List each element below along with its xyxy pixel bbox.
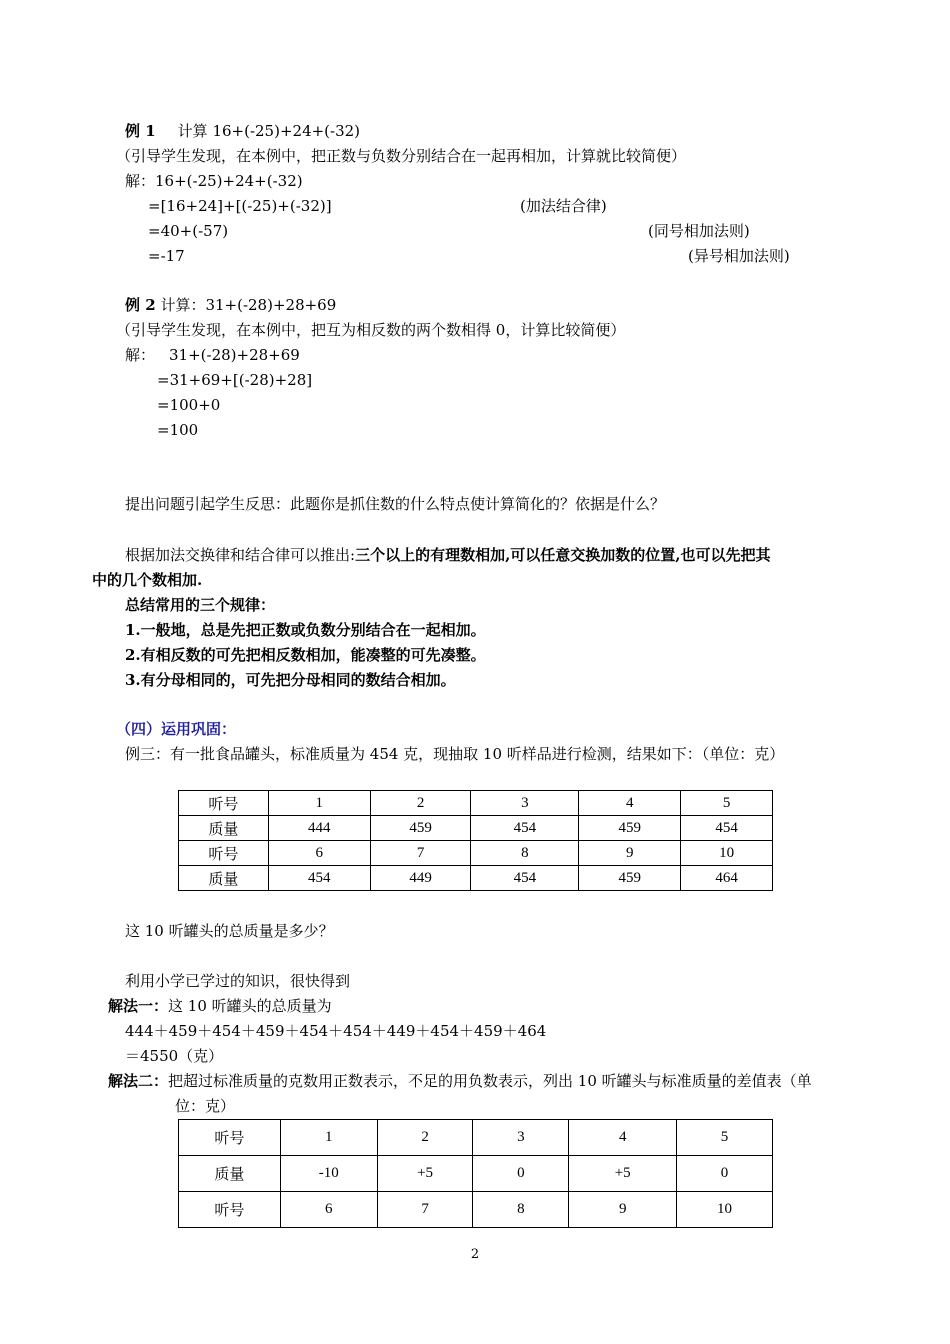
example2-title: 例 2 xyxy=(125,296,156,314)
example3-text: 例三：有一批食品罐头，标准质量为 454 克，现抽取 10 听样品进行检测，结果如下：（单位：克） xyxy=(125,745,785,763)
table-cell: 6 xyxy=(280,1192,377,1228)
difference-table-row xyxy=(179,1192,773,1228)
conclusion-bold: 三个以上的有理数相加,可以任意交换加数的位置,也可以先把其 xyxy=(355,546,771,564)
table-cell: 464 xyxy=(681,866,773,891)
mass-table-row xyxy=(179,866,773,891)
mass-table-row xyxy=(179,791,773,816)
total-question: 这 10 听罐头的总质量是多少？ xyxy=(125,922,334,940)
table-cell: 8 xyxy=(471,841,579,866)
table-cell: 459 xyxy=(370,816,471,841)
table-cell: 10 xyxy=(681,841,773,866)
rule-1: 1.一般地，总是先把正数或负数分别结合在一起相加。 xyxy=(125,621,486,639)
row-header-cell: 听号 xyxy=(179,1120,281,1156)
solution-label: 解： xyxy=(125,346,156,364)
table-cell: 2 xyxy=(370,791,471,816)
example1-step1-reason: (加法结合律) xyxy=(520,197,607,215)
example2-step1: =31+69+[(-28)+28] xyxy=(157,371,313,389)
table-cell: 4 xyxy=(579,791,681,816)
table-cell: 0 xyxy=(473,1156,569,1192)
table-cell: +5 xyxy=(377,1156,473,1192)
example2-task: 计算：31+(-28)+28+69 xyxy=(155,296,337,314)
rule-2: 2.有相反数的可先把相反数相加，能凑整的可先凑整。 xyxy=(125,646,486,664)
example1-step1: =[16+24]+[(-25)+(-32)] xyxy=(148,197,332,215)
method2-text-cont: 位：克） xyxy=(175,1097,236,1115)
row-header-cell: 听号 xyxy=(179,791,269,816)
conclusion-intro: 根据加法交换律和结合律可以推出: xyxy=(125,546,356,564)
table-cell: 444 xyxy=(268,816,370,841)
conclusion-line1 xyxy=(125,545,771,565)
row-header-cell: 质量 xyxy=(179,866,269,891)
mass-table-row xyxy=(179,841,773,866)
solution-expression: 16+(-25)+24+(-32) xyxy=(155,172,303,190)
example2-step2: =100+0 xyxy=(157,396,221,414)
example1-step3-reason: (异号相加法则) xyxy=(688,247,790,265)
table-cell: 3 xyxy=(471,791,579,816)
table-cell: 5 xyxy=(681,791,773,816)
solution-label: 解： xyxy=(125,172,156,190)
method1-result: ＝4550（克） xyxy=(125,1047,224,1065)
page-number: 2 xyxy=(470,1247,480,1262)
table-cell: +5 xyxy=(569,1156,677,1192)
table-cell: 3 xyxy=(473,1120,569,1156)
example2-solution-start xyxy=(125,345,300,365)
table-cell: 1 xyxy=(280,1120,377,1156)
method2-label: 解法二： xyxy=(108,1072,169,1090)
example1-step2-reason: (同号相加法则) xyxy=(648,222,750,240)
example1-task: 计算 16+(-25)+24+(-32) xyxy=(177,122,361,140)
difference-table xyxy=(178,1119,773,1228)
example1-step2: =40+(-57) xyxy=(148,222,229,240)
table-cell: 459 xyxy=(579,816,681,841)
method2-text: 把超过标准质量的克数用正数表示，不足的用负数表示，列出 10 听罐头与标准质量的差值表（单 xyxy=(168,1072,812,1090)
method1-line xyxy=(108,996,332,1016)
table-cell: 4 xyxy=(569,1120,677,1156)
table-cell: 8 xyxy=(473,1192,569,1228)
example1-line xyxy=(125,121,360,141)
table-cell: 449 xyxy=(370,866,471,891)
row-header-cell: 质量 xyxy=(179,1156,281,1192)
mass-table-row xyxy=(179,816,773,841)
table-cell: 454 xyxy=(681,816,773,841)
table-cell: 10 xyxy=(677,1192,773,1228)
row-header-cell: 听号 xyxy=(179,1192,281,1228)
example2-step3: =100 xyxy=(157,421,199,439)
table-cell: 7 xyxy=(370,841,471,866)
method2-line xyxy=(108,1071,812,1091)
table-cell: 7 xyxy=(377,1192,473,1228)
mass-table xyxy=(178,790,773,891)
example1-note: （引导学生发现，在本例中，把正数与负数分别结合在一起再相加，计算就比较简便） xyxy=(116,147,687,165)
rules-heading: 总结常用的三个规律： xyxy=(125,596,276,614)
table-cell: 9 xyxy=(569,1192,677,1228)
difference-table-row xyxy=(179,1156,773,1192)
rule-3: 3.有分母相同的，可先把分母相同的数结合相加。 xyxy=(125,671,456,689)
method1-text: 这 10 听罐头的总质量为 xyxy=(168,997,332,1015)
table-cell: 9 xyxy=(579,841,681,866)
example1-step3: =-17 xyxy=(148,247,185,265)
example1-solution-start xyxy=(125,171,303,191)
table-cell: 0 xyxy=(677,1156,773,1192)
table-cell: 6 xyxy=(268,841,370,866)
difference-table-row xyxy=(179,1120,773,1156)
method1-expression: 444＋459＋454＋459＋454＋454＋449＋454＋459＋464 xyxy=(125,1022,547,1040)
example1-title: 例 1 xyxy=(125,122,156,140)
prior-knowledge: 利用小学已学过的知识，很快得到 xyxy=(125,972,351,990)
solution-expression: 31+(-28)+28+69 xyxy=(169,346,300,364)
table-cell: 454 xyxy=(471,816,579,841)
method1-label: 解法一： xyxy=(108,997,169,1015)
reflection-question: 提出问题引起学生反思：此题你是抓住数的什么特点使计算简化的？依据是什么？ xyxy=(125,495,666,513)
table-cell: 454 xyxy=(268,866,370,891)
row-header-cell: 质量 xyxy=(179,816,269,841)
example2-note: （引导学生发现，在本例中，把互为相反数的两个数相得 0，计算比较简便） xyxy=(116,321,626,339)
section-heading: （四）运用巩固： xyxy=(116,720,237,738)
table-cell: 5 xyxy=(677,1120,773,1156)
table-cell: 459 xyxy=(579,866,681,891)
table-cell: 1 xyxy=(268,791,370,816)
example2-line xyxy=(125,295,336,315)
table-cell: 454 xyxy=(471,866,579,891)
table-cell: 2 xyxy=(377,1120,473,1156)
table-cell: -10 xyxy=(280,1156,377,1192)
row-header-cell: 听号 xyxy=(179,841,269,866)
conclusion-line2: 中的几个数相加. xyxy=(92,571,203,589)
